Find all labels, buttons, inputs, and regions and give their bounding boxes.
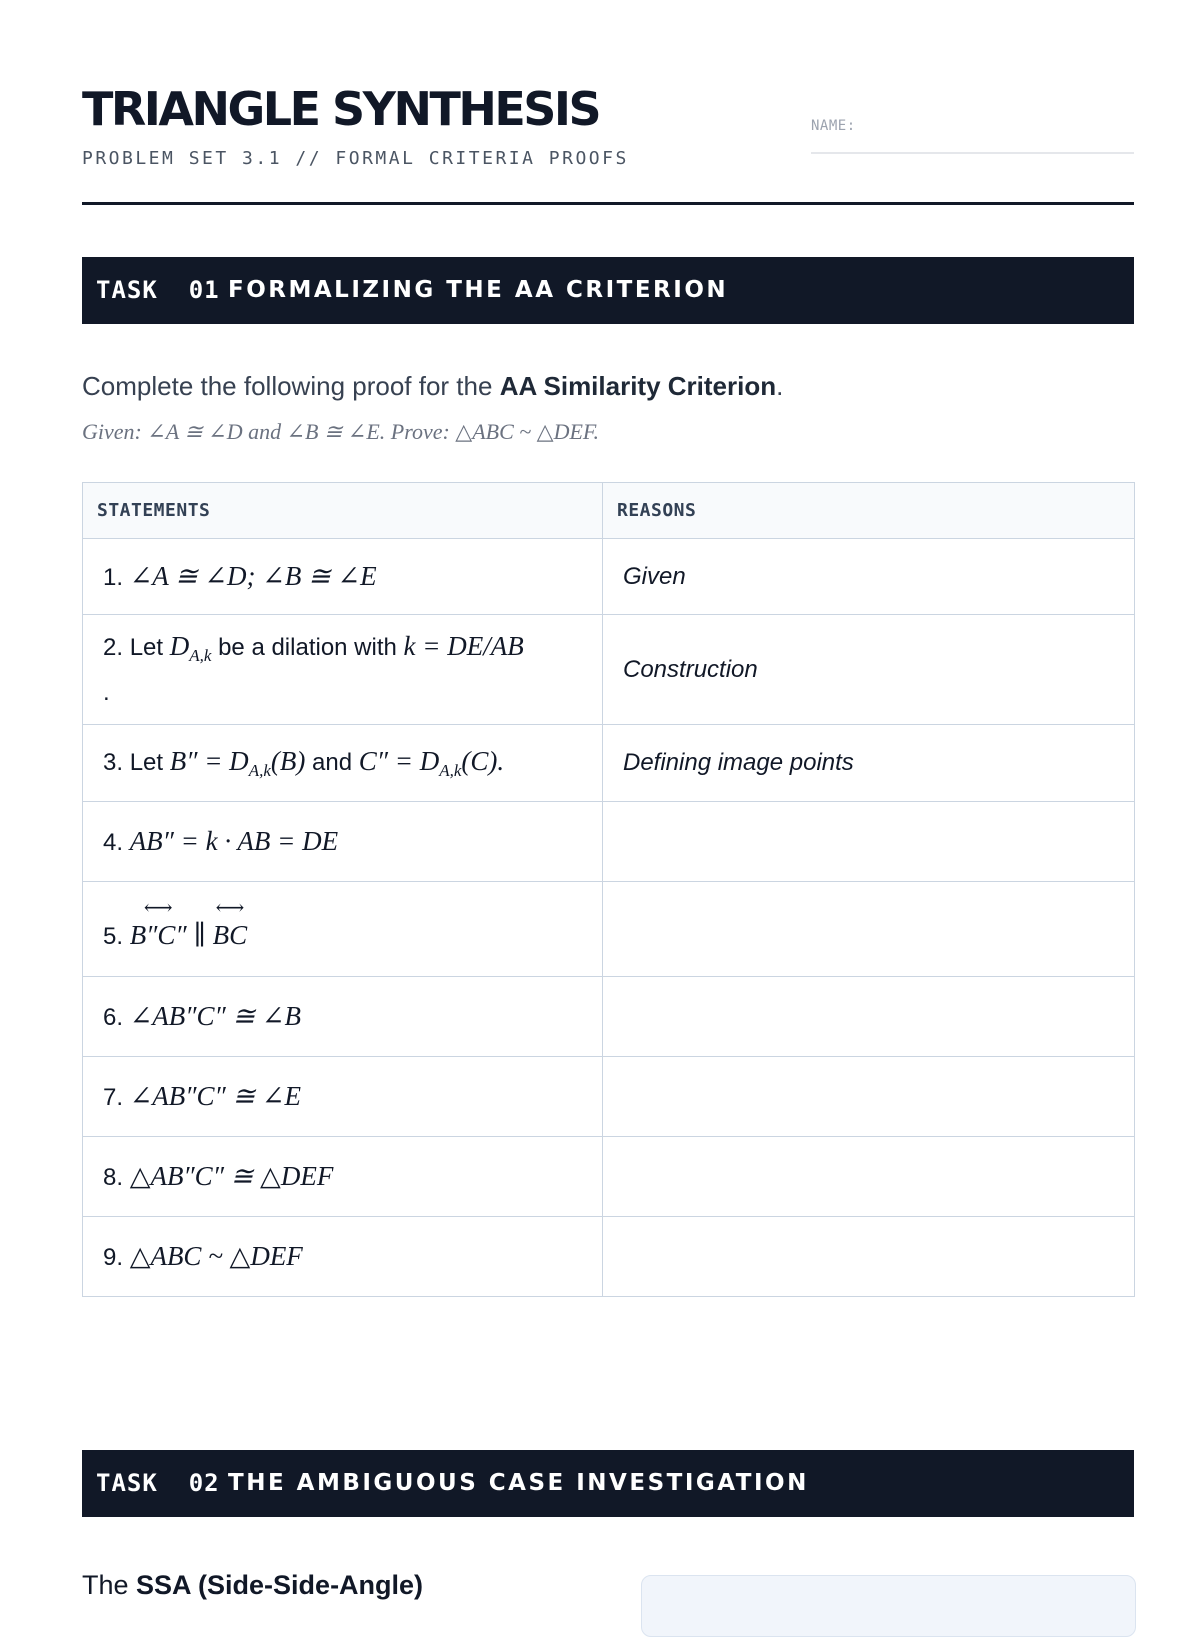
proof-row	[83, 725, 1135, 802]
step-number: 9.	[103, 1244, 124, 1271]
task-02-banner	[82, 1450, 1134, 1517]
ssa-term: SSA (Side-Side-Angle)	[136, 1570, 424, 1600]
statement-math: ∠AB″C″ ≅ ∠E	[129, 1081, 302, 1111]
statement-math: ∠AB″C″ ≅ ∠B	[129, 1001, 302, 1031]
parallel-symbol: ∥	[186, 919, 213, 950]
reason-cell[interactable]	[603, 1217, 1135, 1297]
task-01-label: TASK 01	[96, 276, 220, 304]
line-b-c: ⟷ BC	[213, 920, 248, 951]
reason-cell[interactable]: Given	[603, 539, 1135, 615]
proof-row	[83, 615, 1135, 725]
intro-text: Complete the following proof for the	[82, 371, 500, 401]
line-b-c-double-prime: ⟷ B″C″	[130, 920, 187, 951]
task-01-banner	[82, 257, 1134, 324]
ssa-side-panel	[641, 1575, 1136, 1637]
task-02-title: THE AMBIGUOUS CASE INVESTIGATION	[228, 1470, 809, 1496]
step-number: 3.	[103, 748, 124, 776]
reason-cell[interactable]: Defining image points	[603, 725, 1135, 802]
worksheet-page	[82, 0, 1134, 1600]
given-prove-statement: Given: ∠A ≅ ∠D and ∠B ≅ ∠E. Prove: △ABC ~ △DEF.	[82, 419, 600, 444]
statement-math: k = DE/AB	[403, 630, 524, 661]
statement-math: △ABC ~ △DEF	[129, 1241, 303, 1271]
intro-period: .	[776, 371, 784, 401]
task-02-intro	[82, 1570, 423, 1601]
worksheet-header	[82, 80, 1134, 205]
statement-cell	[83, 882, 603, 977]
statement-cell	[83, 1137, 603, 1217]
reasons-header: REASONS	[603, 483, 1135, 539]
reason-cell[interactable]	[603, 1137, 1135, 1217]
proof-table-header	[83, 483, 1135, 539]
step-number: 7.	[103, 1084, 124, 1111]
intro-criterion: AA Similarity Criterion	[499, 371, 777, 401]
statement-cell	[83, 615, 603, 725]
reason-cell[interactable]: Construction	[603, 615, 1135, 725]
name-input[interactable]	[871, 118, 1135, 148]
statement-math: △AB″C″ ≅ △DEF	[129, 1161, 334, 1191]
proof-row	[83, 1137, 1135, 1217]
task-01-intro	[82, 371, 783, 402]
step-number: 4.	[103, 829, 124, 856]
statement-text: Let	[129, 633, 170, 661]
proof-row	[83, 977, 1135, 1057]
page-title: TRIANGLE SYNTHESIS	[82, 82, 600, 136]
statement-cell	[83, 539, 603, 615]
statement-subscript: A,k	[439, 760, 462, 780]
step-number: 2.	[103, 633, 124, 661]
proof-row	[83, 539, 1135, 615]
header-divider	[82, 202, 1134, 205]
reason-cell[interactable]	[603, 882, 1135, 977]
task-02-label: TASK 02	[96, 1469, 220, 1497]
proof-row	[83, 882, 1135, 977]
statement-math: AB″ = k · AB = DE	[129, 826, 339, 856]
task-01-title: FORMALIZING THE AA CRITERION	[228, 277, 729, 303]
reason-cell[interactable]	[603, 977, 1135, 1057]
statement-subscript: A,k	[189, 645, 212, 665]
step-number: 6.	[103, 1004, 124, 1031]
statement-cell	[83, 1057, 603, 1137]
statement-text: Let	[129, 748, 170, 776]
step-number: 5.	[103, 922, 124, 950]
statement-text: be a dilation with	[211, 633, 404, 661]
statement-math: B″ = D	[169, 745, 249, 776]
proof-row	[83, 802, 1135, 882]
proof-row	[83, 1217, 1135, 1297]
statement-cell	[83, 977, 603, 1057]
statement-text: .	[103, 679, 110, 707]
statement-cell	[83, 725, 603, 802]
name-label: NAME:	[811, 118, 856, 134]
step-number: 1.	[103, 564, 124, 591]
statement-math: C″ = D	[358, 745, 440, 776]
statement-cell	[83, 802, 603, 882]
step-number: 8.	[103, 1164, 124, 1191]
proof-table	[82, 482, 1135, 1297]
statement-text: and	[305, 748, 359, 776]
statement-math: D	[169, 630, 190, 661]
statement-math: (C).	[461, 745, 505, 776]
proof-row	[83, 1057, 1135, 1137]
name-field	[811, 118, 1134, 154]
statement-cell	[83, 1217, 603, 1297]
statement-subscript: A,k	[248, 760, 271, 780]
statement-math: ∠A ≅ ∠D; ∠B ≅ ∠E	[129, 561, 377, 591]
reason-cell[interactable]	[603, 1057, 1135, 1137]
statements-header: STATEMENTS	[83, 483, 603, 539]
ssa-intro-text: The	[82, 1570, 137, 1600]
page-subtitle: PROBLEM SET 3.1 // FORMAL CRITERIA PROOFS	[82, 148, 629, 169]
statement-math: (B)	[270, 745, 306, 776]
reason-cell[interactable]	[603, 802, 1135, 882]
